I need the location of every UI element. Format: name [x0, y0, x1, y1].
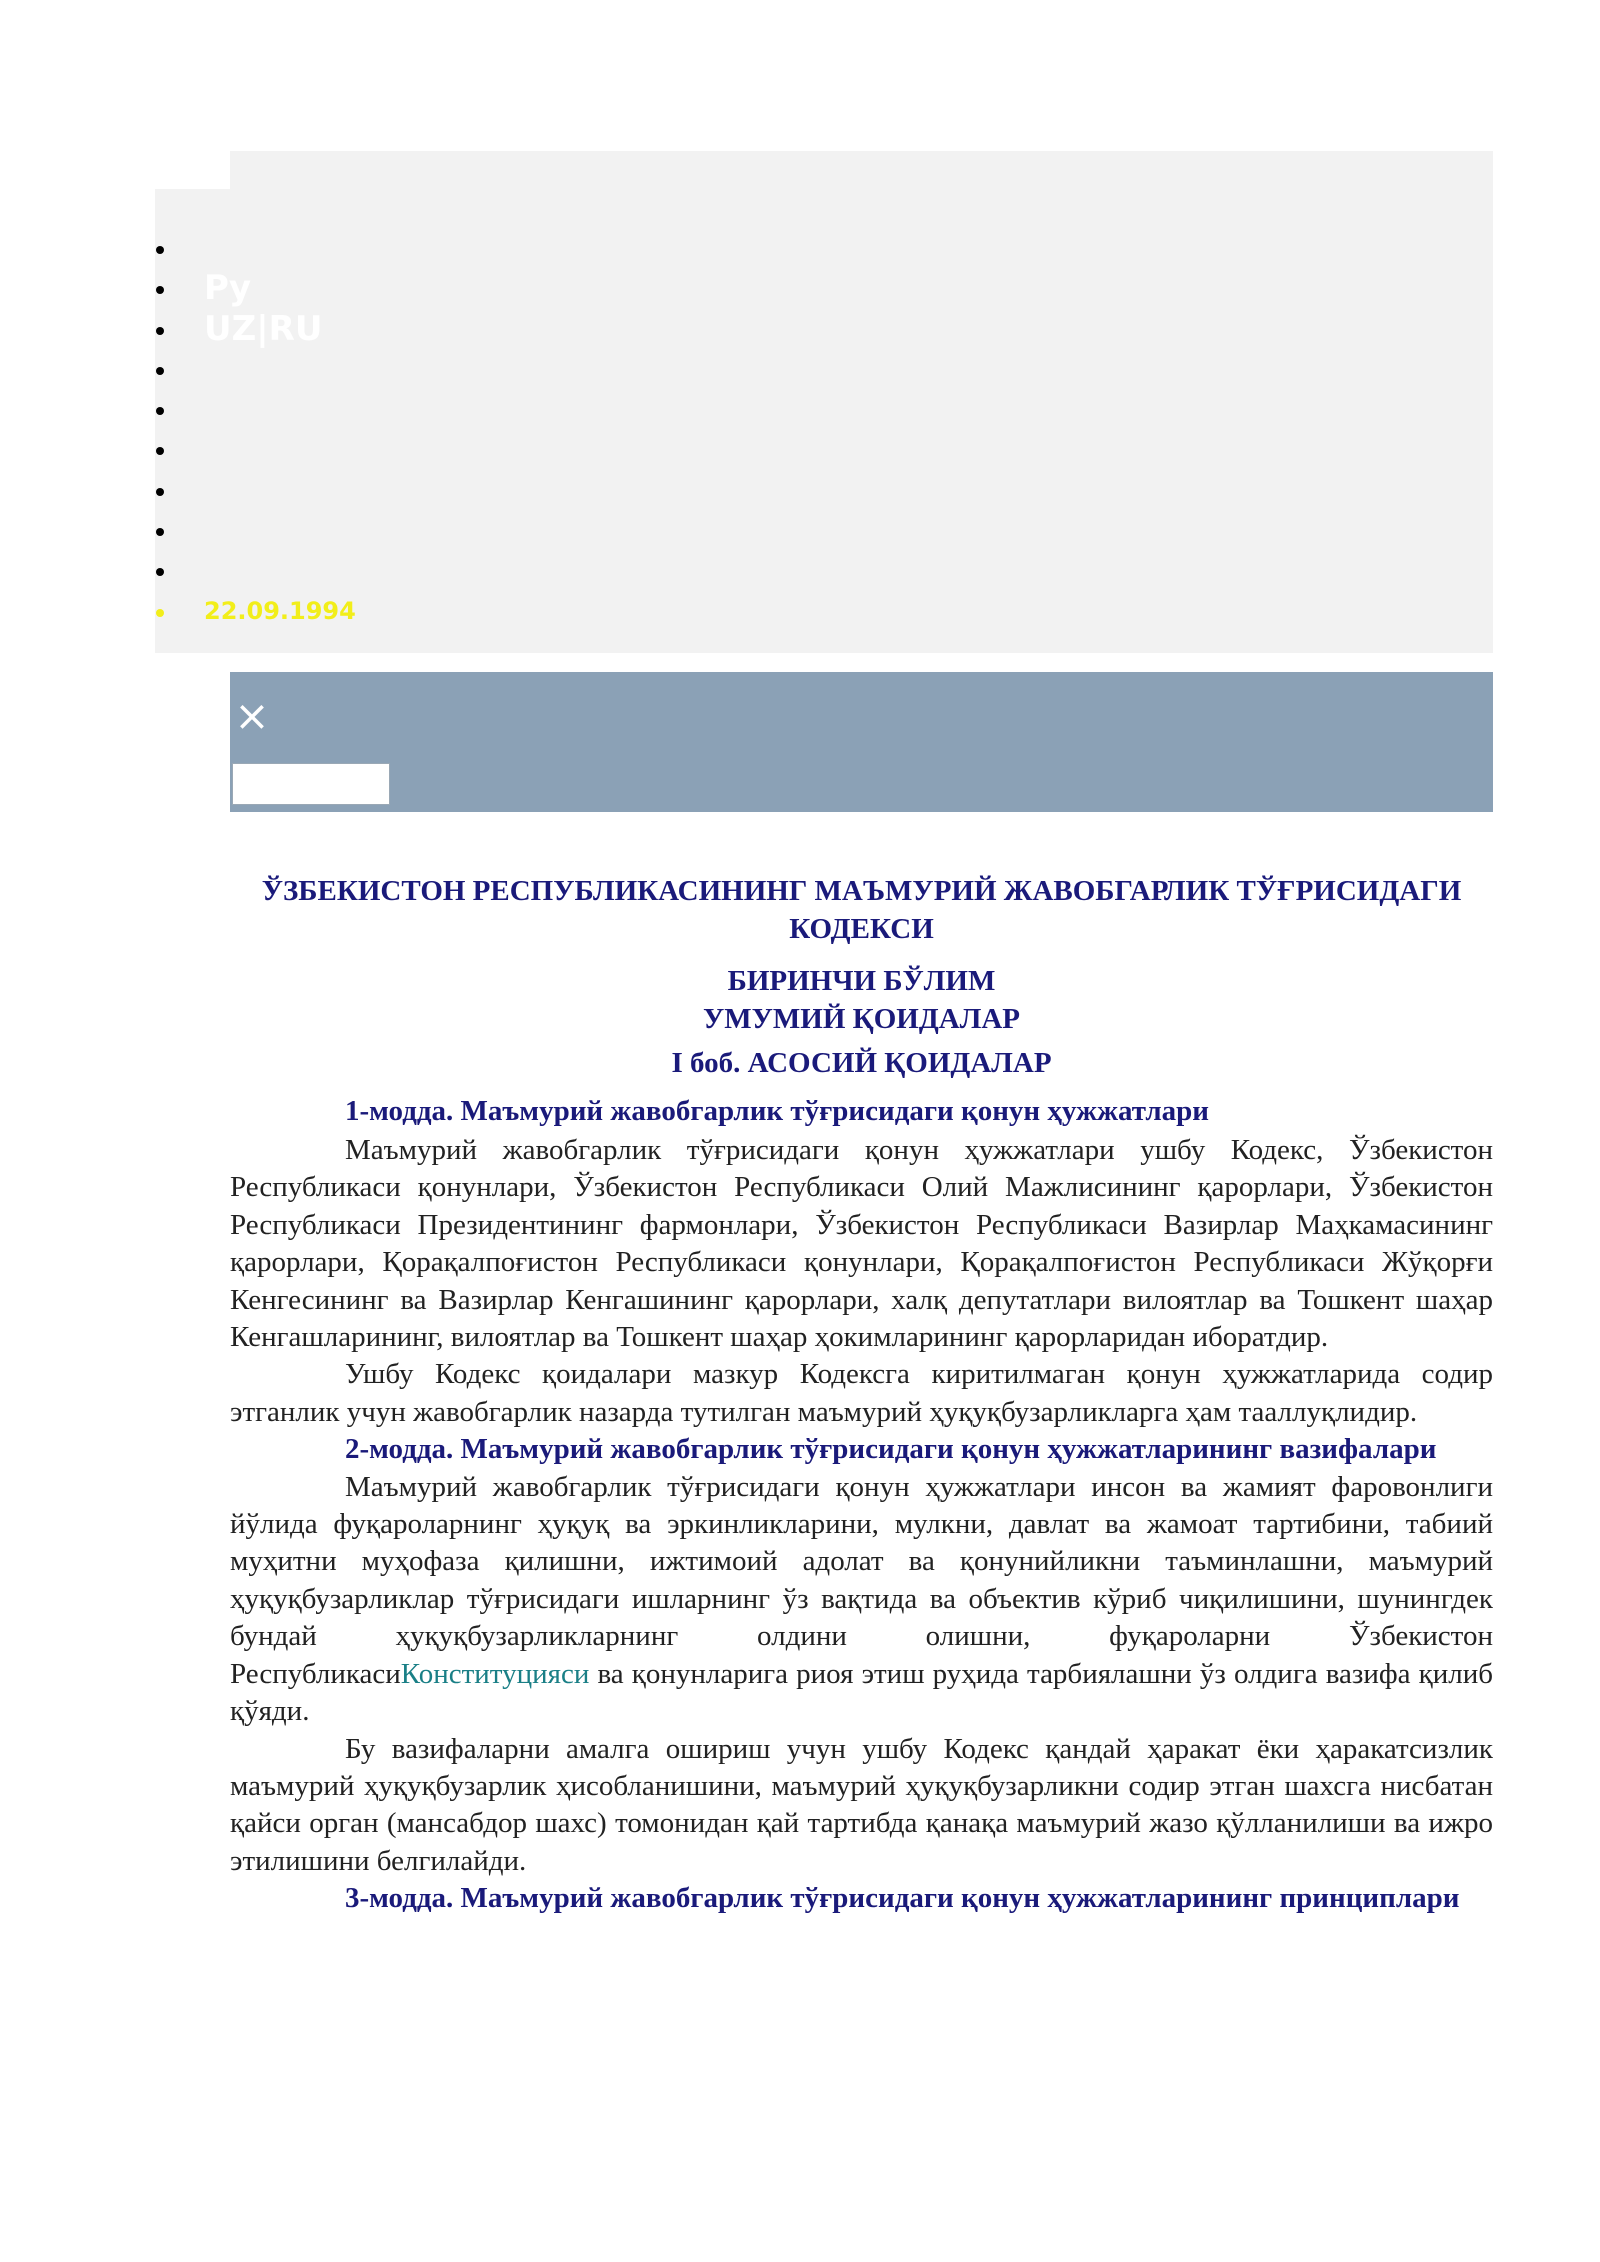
nav-item[interactable]	[150, 429, 356, 469]
article-2-paragraph-2: Бу вазифаларни амалга ошириш учун ушбу Кодекс қандай ҳаракат ёки ҳаракатсизлик маъмурий ҳуқуқбузарлик ҳисобланишини, маъмурий ҳуқуқбузарликни содир этган шахсга нисбатан қайси орган (мансабдор шахс) томонидан қай тартибда қанақа маъмурий жазо қўлланилиши ва ижро этилишини белгилайди.	[230, 1732, 1493, 1877]
nav-item[interactable]	[150, 349, 356, 389]
part-title: БИРИНЧИ БЎЛИМ	[727, 965, 996, 997]
nav-item[interactable]	[150, 550, 356, 590]
nav-item[interactable]	[150, 510, 356, 550]
article-1-paragraph-2: Ушбу Кодекс қоидалари мазкур Кодексга киритилмаган қонун ҳужжатларида содир этганлик учун жавобгарлик назарда тутилган маъмурий ҳуқуқбузарликларга ҳам тааллуқлидир.	[230, 1358, 1493, 1428]
nav-lang-switch[interactable]: UZ|RU	[150, 309, 356, 349]
header-panel	[230, 151, 1493, 653]
nav-item[interactable]	[150, 470, 356, 510]
chapter-title: I боб. АСОСИЙ ҚОИДАЛАР	[671, 1047, 1052, 1079]
search-bar	[230, 672, 1493, 812]
document-content	[230, 872, 1493, 1918]
part-subtitle: УМУМИЙ ҚОИДАЛАР	[703, 1003, 1020, 1035]
nav-list	[150, 228, 356, 631]
nav-item[interactable]	[150, 228, 356, 268]
constitution-link[interactable]: Конституцияси	[400, 1657, 590, 1690]
article-2-heading: 2-модда. Маъмурий жавобгарлик тўғрисидаги қонун ҳужжатларининг вазифалари	[345, 1433, 1437, 1466]
article-1-paragraph-1: Маъмурий жавобгарлик тўғрисидаги қонун ҳужжатлари ушбу Кодекс, Ўзбекистон Республикаси қонунлари, Ўзбекистон Республикаси Олий Мажлисининг қарорлари, Ўзбекистон Республикаси Президентининг фармонлари, Ўзбекистон Республикаси Вазирлар Маҳкамасининг қарорлари, Қорақалпоғистон Республикаси қонунлари, Қорақалпоғистон Республикаси Жўқорғи Кенгесининг ва Вазирлар Кенгашининг қарорлари, халқ депутатлари вилоятлар ва Тошкент шаҳар Кенгашларининг, вилоятлар ва Тошкент шаҳар ҳокимларининг қарорларидан иборатдир.	[230, 1134, 1493, 1354]
article-1-heading: 1-модда. Маъмурий жавобгарлик тўғрисидаги қонун ҳужжатлари	[345, 1095, 1209, 1127]
nav-lang-ru[interactable]: Ру	[150, 268, 356, 308]
article-2-text-before: Маъмурий жавобгарлик тўғрисидаги қонун ҳужжатлари инсон ва жамият фаровонлиги йўлида фуқароларнинг ҳуқуқ ва эркинликларини, мулкни, давлат ва жамоат тартибини, табиий муҳитни муҳофаза қилишни, ижтимоий адолат ва қонунийликни таъминлашни, маъмурий ҳуқуқбузарликлар тўғрисидаги ишларнинг ўз вақтида ва объектив кўриб чиқилишини, шунингдек бундай ҳуқуқбузарликларнинг олдини олишни, фуқароларни Ўзбекистон Республикаси	[230, 1470, 1493, 1690]
document-title: ЎЗБЕКИСТОН РЕСПУБЛИКАСИНИНГ МАЪМУРИЙ ЖАВОБГАРЛИК ТЎҒРИСИДАГИ КОДЕКСИ	[261, 875, 1462, 945]
nav-item[interactable]	[150, 389, 356, 429]
article-2-paragraph-1	[230, 1469, 1493, 1731]
article-2-text-after: ва қонунларига риоя этиш руҳида тарбиялашни ўз олдига вазифа қилиб қўяди.	[230, 1657, 1493, 1728]
document-date: 22.09.1994	[150, 591, 356, 631]
article-3-heading: 3-модда. Маъмурий жавобгарлик тўғрисидаги қонун ҳужжатларининг принциплари	[345, 1882, 1460, 1915]
close-icon[interactable]: ×	[234, 691, 270, 740]
search-input[interactable]	[232, 763, 390, 805]
